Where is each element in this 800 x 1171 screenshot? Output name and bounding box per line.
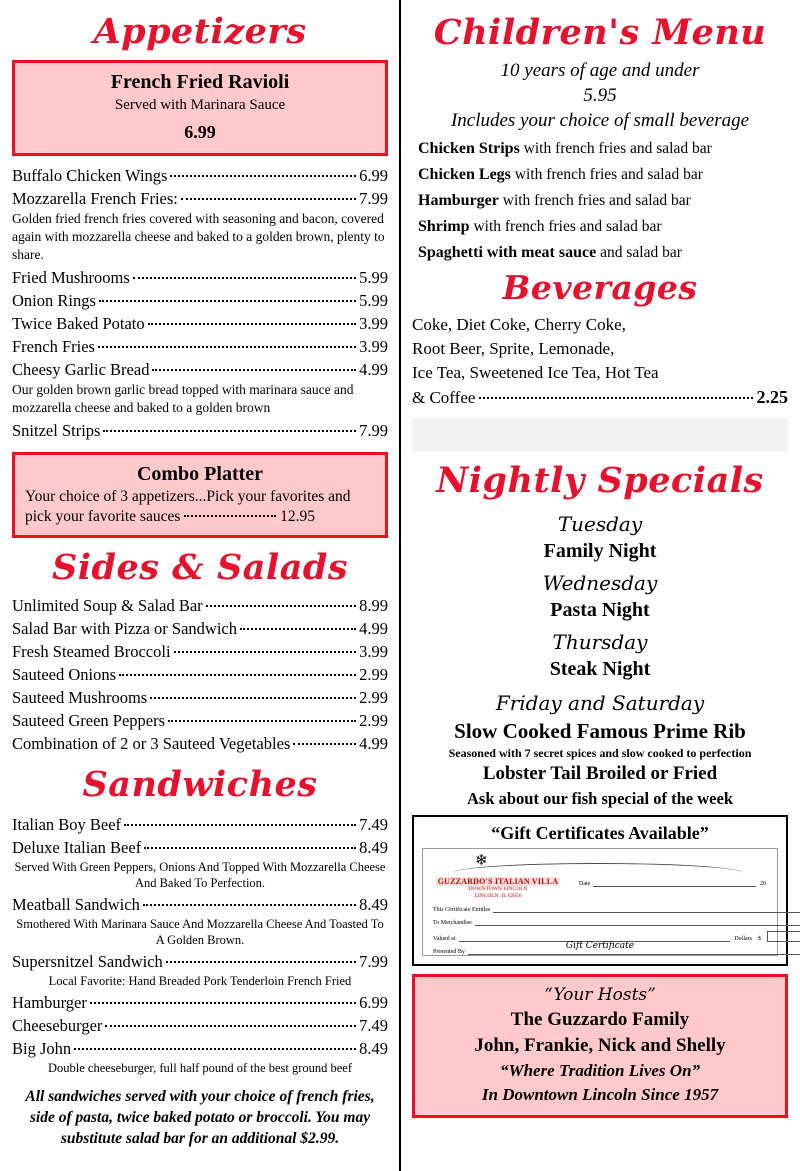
menu-item — [12, 893, 388, 916]
certificate-body — [433, 905, 800, 960]
appetizers-list — [12, 164, 388, 442]
combo-text: Your choice of 3 appetizers...Pick your favorites and pick your favorite sauces — [25, 488, 351, 525]
merchandise-label: To Merchandise — [433, 920, 472, 926]
menu-item — [12, 312, 388, 335]
item-price: 6.99 — [359, 166, 388, 185]
certificate-footer — [423, 941, 777, 951]
beverages-line: Coke, Diet Coke, Cherry Coke, — [412, 315, 626, 334]
dollars-label: Dollars — [734, 936, 752, 942]
combo-price: 12.95 — [280, 508, 315, 525]
item-price: 4.99 — [359, 619, 388, 638]
list-item — [418, 243, 788, 263]
item-price: 5.99 — [359, 291, 388, 310]
sandwiches-list — [12, 813, 388, 1076]
menu-item — [12, 358, 388, 381]
entitles-row — [433, 905, 800, 913]
item-name: Cheeseburger — [12, 1016, 103, 1035]
leader-dots — [184, 515, 276, 517]
weekend-day: Friday and Saturday — [495, 691, 705, 715]
childrens-beverage-note: Includes your choice of small beverage — [450, 110, 750, 131]
featured-appetizer-price: 6.99 — [184, 122, 216, 142]
gift-certificate-box — [412, 815, 788, 966]
appetizers-heading: Appetizers — [93, 11, 307, 52]
featured-appetizer-title: French Fried Ravioli — [110, 71, 290, 93]
item-price: 8.49 — [359, 895, 388, 914]
valued-label: Valued at — [433, 936, 456, 942]
item-name: Sauteed Green Peppers — [12, 711, 166, 730]
item-description: Local Favorite: Hand Breaded Pork Tenderloin French Fried — [48, 974, 352, 988]
menu-item — [12, 991, 388, 1014]
leader-dots — [150, 697, 356, 699]
nightly-specials-list — [412, 510, 788, 811]
item-price: 4.99 — [359, 734, 388, 753]
hosts-tagline-1: “Where Tradition Lives On” — [499, 1061, 701, 1080]
leader-dots — [119, 674, 356, 676]
item-price: 7.99 — [359, 189, 388, 208]
beverages-line: Ice Tea, Sweetened Ice Tea, Hot Tea — [412, 363, 659, 382]
item-description: Served With Green Peppers, Onions And Topped With Mozzarella Cheese And Baked To Perfection. — [14, 860, 386, 890]
item-price: 8.99 — [359, 596, 388, 615]
childrens-items — [412, 139, 788, 263]
menu-item — [12, 187, 388, 210]
item-name: Twice Baked Potato — [12, 314, 145, 333]
item-price: 5.99 — [359, 268, 388, 287]
item-price: 2.99 — [359, 711, 388, 730]
menu-item — [12, 289, 388, 312]
restaurant-name: GUZZARDO'S ITALIAN VILLA — [437, 877, 559, 886]
item-name: Fried Mushrooms — [12, 268, 130, 287]
menu-item — [12, 950, 388, 973]
ribbon-swoosh — [453, 863, 743, 873]
ribbon-bow-icon: ❄ — [475, 853, 488, 869]
sandwich-footnote: All sandwiches served with your choice of french fries, side of pasta, twice baked potato or broccoli. You may substitute salad bar for an additional $2.99. — [25, 1088, 375, 1147]
weekend-special-1: Slow Cooked Famous Prime Rib — [454, 719, 746, 743]
menu-item — [12, 709, 388, 732]
item-name: Italian Boy Beef — [12, 815, 122, 834]
leader-dots — [168, 720, 356, 722]
item-name: Chicken Strips — [418, 140, 520, 157]
combo-platter-text — [25, 487, 375, 527]
item-name: Big John — [12, 1039, 72, 1058]
hosts-names: John, Frankie, Nick and Shelly — [474, 1035, 726, 1056]
weekend-special-2: Lobster Tail Broiled or Fried — [482, 763, 718, 784]
leader-dots — [99, 300, 356, 302]
item-description: with french fries and salad bar — [469, 218, 662, 235]
menu-item — [12, 617, 388, 640]
item-price: 2.99 — [359, 688, 388, 707]
item-description: Golden fried french fries covered with seasoning and bacon, covered again with mozzarella cheese and baked to a golden brown, plenty to share. — [12, 211, 385, 262]
item-description: with french fries and salad bar — [510, 166, 703, 183]
item-price: 3.99 — [359, 337, 388, 356]
menu-item — [12, 1014, 388, 1037]
item-name: Hamburger — [12, 993, 87, 1012]
item-name: & Coffee — [412, 388, 476, 407]
list-item — [418, 165, 788, 185]
item-price: 3.99 — [359, 642, 388, 661]
menu-item — [12, 1037, 388, 1060]
leader-dots — [124, 824, 356, 826]
childrens-age-note: 10 years of age and under — [500, 60, 700, 81]
special-name: Steak Night — [549, 658, 651, 680]
menu-item — [12, 335, 388, 358]
menu-item — [12, 663, 388, 686]
item-price: 3.99 — [359, 314, 388, 333]
item-price: 6.99 — [359, 993, 388, 1012]
restaurant-city: DOWNTOWN LINCOLN — [468, 886, 528, 892]
nightly-specials-heading: Nightly Specials — [436, 460, 764, 501]
weekend-special-1-desc: Seasoned with 7 secret spices and slow cooked to perfection — [448, 746, 752, 760]
item-name: Combination of 2 or 3 Sauteed Vegetables — [12, 734, 291, 753]
item-name: Cheesy Garlic Bread — [12, 360, 150, 379]
item-price: 4.99 — [359, 360, 388, 379]
certificate-footer-text: Gift Certificate — [565, 941, 635, 951]
item-name: Salad Bar with Pizza or Sandwich — [12, 619, 237, 638]
item-name: French Fries — [12, 337, 95, 356]
right-column — [400, 0, 800, 1171]
hosts-box — [412, 974, 788, 1118]
menu-item — [12, 836, 388, 859]
menu-item — [12, 419, 388, 442]
item-description: Smothered With Marinara Sauce And Mozzarella Cheese And Toasted To A Golden Brown. — [16, 917, 384, 947]
dollar-sign: $ — [758, 936, 761, 942]
leader-dots — [479, 397, 752, 399]
menu-item — [12, 594, 388, 617]
leader-dots — [90, 1002, 356, 1004]
leader-dots — [170, 175, 356, 177]
leader-dots — [74, 1048, 356, 1050]
sides-heading: Sides & Salads — [51, 547, 349, 588]
special-name: Family Night — [543, 540, 657, 562]
item-name: Hamburger — [418, 192, 499, 209]
special-day: Tuesday — [557, 512, 643, 536]
item-price: 8.49 — [359, 1039, 388, 1058]
item-price: 8.49 — [359, 838, 388, 857]
leader-dots — [144, 847, 356, 849]
special-name: Pasta Night — [550, 599, 650, 621]
section-spacer — [412, 418, 788, 452]
item-price: 7.49 — [359, 1016, 388, 1035]
merchandise-line — [475, 918, 800, 926]
menu-item — [12, 813, 388, 836]
certificate-date-block — [579, 879, 769, 892]
leader-dots — [143, 904, 356, 906]
childrens-menu-heading: Children's Menu — [433, 12, 767, 53]
menu-item — [12, 266, 388, 289]
hosts-tagline-2: In Downtown Lincoln Since 1957 — [481, 1085, 719, 1104]
year-label: 20 — [760, 881, 766, 887]
featured-appetizer-subtitle: Served with Marinara Sauce — [114, 97, 286, 113]
menu-item — [12, 640, 388, 663]
merchandise-row — [433, 918, 800, 926]
item-price: 2.99 — [359, 665, 388, 684]
gift-certificate-title: “Gift Certificates Available” — [491, 823, 709, 843]
featured-appetizer-box — [12, 60, 388, 156]
gift-certificate-image — [422, 848, 778, 956]
item-price: 7.49 — [359, 815, 388, 834]
leader-dots — [133, 277, 356, 279]
item-name: Shrimp — [418, 218, 470, 235]
item-price: 2.25 — [756, 387, 788, 407]
date-row — [579, 879, 769, 887]
item-name: Buffalo Chicken Wings — [12, 166, 168, 185]
leader-dots — [293, 743, 356, 745]
hosts-family: The Guzzardo Family — [510, 1009, 690, 1030]
leader-dots — [148, 323, 356, 325]
entitles-line — [493, 905, 800, 913]
special-day: Wednesday — [542, 571, 658, 595]
leader-dots — [103, 430, 356, 432]
sides-list — [12, 594, 388, 755]
combo-platter-box — [12, 452, 388, 538]
leader-dots — [166, 961, 356, 963]
beverages-line: Root Beer, Sprite, Lemonade, — [412, 339, 615, 358]
item-name: Sauteed Mushrooms — [12, 688, 148, 707]
beverages-heading: Beverages — [502, 268, 698, 307]
date-line — [593, 879, 756, 887]
entitles-label: This Certificate Entitles — [433, 907, 491, 913]
childrens-price: 5.95 — [583, 85, 617, 106]
list-item — [418, 191, 788, 211]
item-description: with french fries and salad bar — [498, 192, 691, 209]
menu-item — [12, 686, 388, 709]
item-name: Chicken Legs — [418, 166, 511, 183]
leader-dots — [105, 1025, 356, 1027]
item-name: Sauteed Onions — [12, 665, 117, 684]
hosts-quote: “Your Hosts” — [544, 985, 656, 1005]
item-description: Our golden brown garlic bread topped with marinara sauce and mozzarella cheese and baked to a golden brown — [12, 382, 354, 415]
menu-item — [12, 164, 388, 187]
item-name: Deluxe Italian Beef — [12, 838, 142, 857]
list-item — [418, 217, 788, 237]
menu-item — [12, 732, 388, 755]
item-price: 7.99 — [359, 421, 388, 440]
item-name: Unlimited Soup & Salad Bar — [12, 596, 203, 615]
combo-platter-title: Combo Platter — [136, 463, 264, 485]
restaurant-address: LINCOLN, IL 62656 — [474, 893, 522, 899]
sandwiches-heading: Sandwiches — [82, 764, 318, 805]
special-day: Thursday — [552, 630, 648, 654]
item-name: Onion Rings — [12, 291, 96, 310]
item-name: Supersnitzel Sandwich — [12, 952, 163, 971]
leader-dots — [152, 369, 356, 371]
item-name: Meatball Sandwich — [12, 895, 140, 914]
certificate-brand-block — [433, 877, 563, 900]
date-label: Date — [579, 881, 591, 887]
presented-by-label: Presented By — [433, 949, 465, 955]
beverages-price-row — [412, 385, 788, 410]
leader-dots — [181, 198, 356, 200]
fish-special-note: Ask about our fish special of the week — [466, 789, 733, 808]
item-description: and salad bar — [596, 244, 682, 261]
item-description: with french fries and salad bar — [519, 140, 712, 157]
leader-dots — [206, 605, 356, 607]
item-name: Fresh Steamed Broccoli — [12, 642, 171, 661]
leader-dots — [240, 628, 356, 630]
item-name: Snitzel Strips — [12, 421, 101, 440]
item-name: Spaghetti with meat sauce — [418, 244, 597, 261]
leader-dots — [98, 346, 356, 348]
item-description: Double cheeseburger, full half pound of the best ground beef — [47, 1061, 353, 1075]
item-name: Mozzarella French Fries: — [12, 189, 178, 208]
leader-dots — [174, 651, 357, 653]
list-item — [418, 139, 788, 159]
item-price: 7.99 — [359, 952, 388, 971]
